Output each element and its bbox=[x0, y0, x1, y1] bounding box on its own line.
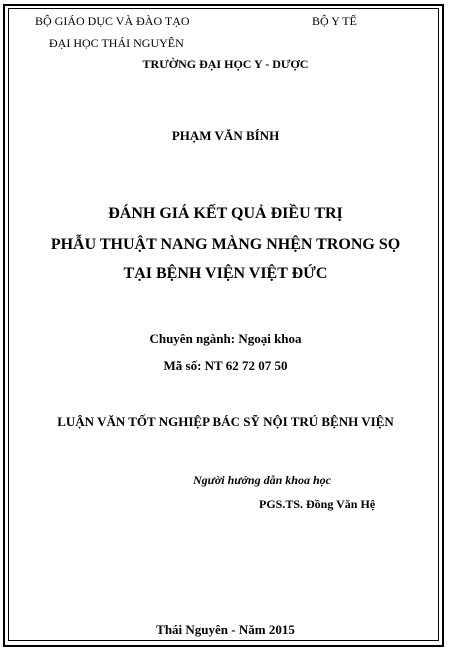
supervisor-name: PGS.TS. Đồng Văn Hệ bbox=[259, 497, 376, 511]
inner-border bbox=[8, 8, 439, 641]
school-label: TRƯỜNG ĐẠI HỌC Y - DƯỢC bbox=[142, 57, 309, 71]
university-label: ĐẠI HỌC THÁI NGUYÊN bbox=[49, 36, 184, 50]
ministry-health-label: BỘ Y TẾ bbox=[312, 14, 357, 28]
specialty-label: Chuyên ngành: Ngoại khoa bbox=[149, 331, 302, 346]
thesis-title-line-1: ĐÁNH GIÁ KẾT QUẢ ĐIỀU TRỊ bbox=[108, 205, 343, 222]
author-name: PHẠM VĂN BÍNH bbox=[171, 128, 280, 143]
supervisor-label: Người hướng dẫn khoa học bbox=[193, 473, 331, 487]
code-label: Mã số: NT 62 72 07 50 bbox=[163, 358, 288, 373]
thesis-type-label: LUẬN VĂN TỐT NGHIỆP BÁC SỸ NỘI TRÚ BỆNH VIỆN bbox=[57, 414, 394, 429]
ministry-education-label: BỘ GIÁO DỤC VÀ ĐÀO TẠO bbox=[35, 14, 190, 28]
thesis-title-line-2: PHẪU THUẬT NANG MÀNG NHỆN TRONG SỌ bbox=[50, 236, 401, 253]
place-year-label: Thái Nguyên - Năm 2015 bbox=[156, 622, 295, 637]
thesis-title-line-3: TẠI BỆNH VIỆN VIỆT ĐỨC bbox=[123, 265, 328, 282]
